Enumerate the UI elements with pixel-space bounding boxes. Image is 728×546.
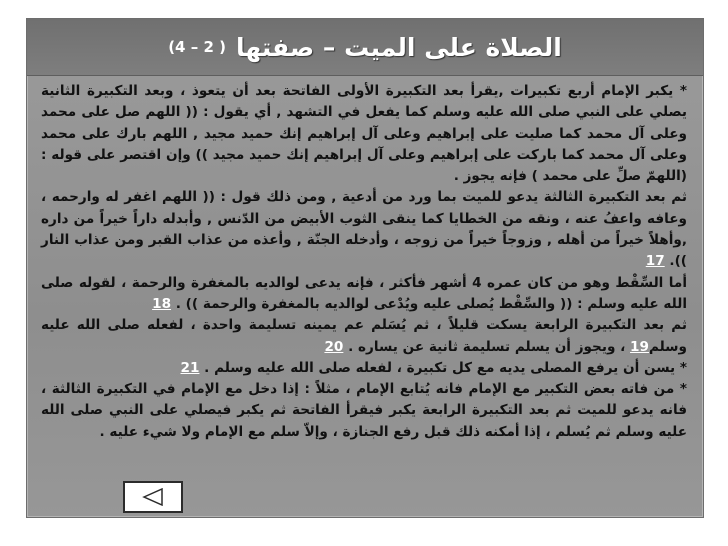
back-button[interactable]	[123, 481, 183, 513]
slide-subtitle: ( 2 – 4)	[168, 38, 226, 56]
paragraph-text: * يسن أن يرفع المصلى يديه مع كل تكبيرة ، لفعله صلى الله عليه وسلم .	[204, 359, 687, 376]
paragraph-text: * من فاته بعض التكبير مع الإمام فانه يُتابع الإمام ، مثلاً : إذا دخل مع الإمام في التكبيرة الثالثة ، فانه يدعو للميت ثم بعد التكبيرة الرابعة يكبر فيقرأ الفاتحة ثم يكبر فيصلي على النبي صلى الله عليه وسلم ثم يُسلم ، إذا أمكنه ذلك قبل رفع الجنازة ، وإلاّ سلم مع الإمام ولا شيء عليه .	[41, 381, 687, 440]
paragraph-4	[41, 315, 687, 358]
content-frame	[26, 18, 704, 518]
title-bar	[27, 19, 703, 76]
paragraph-2	[41, 187, 687, 272]
triangle-left-icon	[142, 488, 164, 506]
paragraph-text: أما السِّقْط وهو من كان عمره 4 أشهر فأكثر ، فإنه يدعى لوالديه بالمغفرة والرحمة ، لقوله صلى الله عليه وسلم : (( والسِّقْط يُصلى عليه ويُدْعى لوالديه بالمغفرة والرحمة )) .	[41, 274, 687, 312]
paragraph-1	[41, 81, 687, 187]
footnote-link-19[interactable]: 19	[630, 338, 649, 355]
paragraph-3	[41, 273, 687, 316]
paragraph-text: ثم بعد التكبيرة الثالثة يدعو للميت بما ورد من أدعية , ومن ذلك قول : (( اللهم اغفر له وارحمه ، وعافه واعفُ عنه ، ونقه من الخطايا كما ينقى الثوب الأبيض من الدّنس , وأبدله داراً خيراً من داره ,وأهلاً خيراً من أهله , وزوجاً خيراً من زوجه ، وأدخله الجنّة , وأعذه من عذاب القبر ومن عذاب النار )).	[41, 189, 687, 270]
paragraph-6	[41, 379, 687, 443]
footnote-link-17[interactable]: 17	[645, 253, 665, 270]
paragraph-tail: ، ويجوز أن يسلم تسليمة ثانية عن يساره .	[348, 338, 626, 355]
paragraph-text: ثم بعد التكبيرة الرابعة يسكت قليلاً ، ثم يُسَلم عم يمينه تسليمة واحدة ، لفعله صلى الله عليه وسلم	[41, 317, 687, 355]
body-text	[41, 81, 687, 443]
footnote-link-21[interactable]: 21	[180, 359, 200, 376]
paragraph-5	[41, 358, 687, 379]
footnote-link-20[interactable]: 20	[324, 338, 344, 355]
slide-title: الصلاة على الميت – صفتها	[235, 32, 562, 62]
paragraph-text: * يكبر الإمام أربع تكبيرات ,يقرأ بعد التكبيرة الأولى الفاتحة بعد أن يتعوذ ، وبعد التكبيرة الثانية يصلي على النبي صلى الله عليه وسلم كما يفعل في التشهد , أي يقول : (( اللهم صل على محمد وعلى آل محمد كما صليت على إبراهيم وعلى آل إبراهيم إنك حميد مجيد , اللهم بارك على محمد وعلى آل محمد كما باركت على إبراهيم وعلى آل إبراهيم إنك حميد مجيد )) وإن اقتصر على قوله : (اللهمّ صلِّ على محمد ) فإنه يجوز .	[41, 83, 687, 185]
footnote-link-18[interactable]: 18	[152, 295, 172, 312]
